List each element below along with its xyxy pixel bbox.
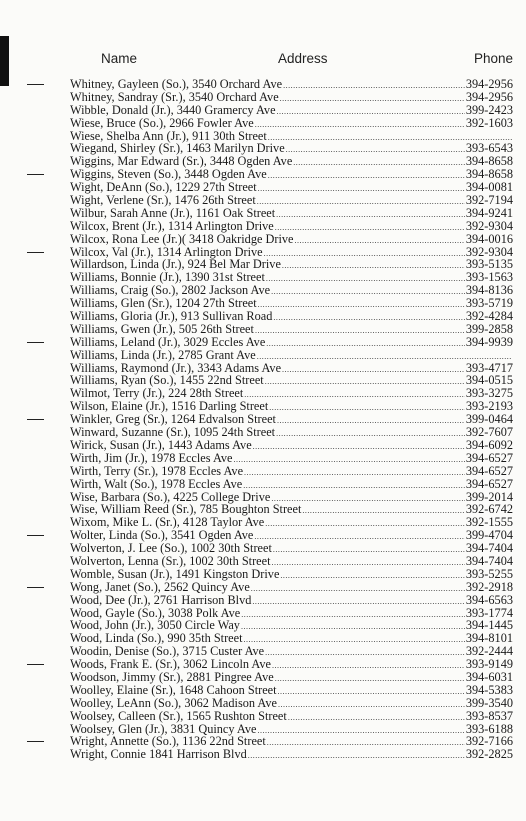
directory-entry bbox=[0, 452, 526, 465]
entry-phone: 394-0515 bbox=[465, 373, 513, 388]
directory-entry bbox=[0, 555, 526, 568]
directory-entry bbox=[0, 310, 526, 323]
entry-phone: 393-5135 bbox=[465, 257, 513, 272]
entry-phone: 392-1603 bbox=[465, 115, 513, 130]
entry-phone: 392-4284 bbox=[465, 309, 513, 324]
entry-name-address: Wiggins, Mar Edward (Sr.), 3448 Ogden Ave bbox=[70, 154, 293, 169]
directory-entry bbox=[0, 697, 526, 710]
entry-phone: 394-0016 bbox=[465, 231, 513, 246]
entry-name-address: Wood, Linda (So.), 990 35th Street bbox=[70, 631, 243, 646]
directory-entry bbox=[0, 581, 526, 594]
directory-entry bbox=[0, 439, 526, 452]
entry-name-address: Wilmot, Terry (Jr.), 224 28th Street bbox=[70, 386, 244, 401]
entry-phone: 394-8136 bbox=[465, 283, 513, 298]
entry-phone: 394-9241 bbox=[465, 205, 513, 220]
entry-phone: 394-2956 bbox=[465, 89, 513, 104]
directory-entry bbox=[0, 194, 526, 207]
column-header bbox=[0, 51, 526, 69]
entry-phone: 394-6527 bbox=[465, 450, 513, 465]
directory-entry bbox=[0, 478, 526, 491]
entry-name-address: Wood, Dee (Jr.), 2761 Harrison Blvd bbox=[70, 592, 252, 607]
entry-name-address: Wixom, Mike L. (Sr.), 4128 Taylor Ave bbox=[70, 515, 265, 530]
entry-phone: 392-7166 bbox=[465, 734, 513, 749]
margin-dash-mark bbox=[27, 535, 44, 536]
entry-name-address: Whitney, Sandray (Sr.), 3540 Orchard Ave bbox=[70, 89, 279, 104]
entry-name-address: Williams, Gwen (Jr.), 505 26th Street bbox=[70, 321, 254, 336]
entry-phone: 394-8101 bbox=[465, 631, 513, 646]
entry-phone: 399-2014 bbox=[465, 489, 513, 504]
directory-entry bbox=[0, 465, 526, 478]
entry-phone: 393-1774 bbox=[465, 605, 513, 620]
entry-name-address: Wibble, Donald (Jr.), 3440 Gramercy Ave bbox=[70, 102, 276, 117]
entry-name-address: Wise, Barbara (So.), 4225 College Drive bbox=[70, 489, 271, 504]
entry-name-address: Wight, Verlene (Sr.), 1476 26th Street bbox=[70, 193, 256, 208]
entry-name-address: Woodson, Jimmy (Sr.), 2881 Pingree Ave bbox=[70, 669, 274, 684]
entry-name-address: Woodin, Denise (So.), 3715 Custer Ave bbox=[70, 644, 265, 659]
margin-dash-mark bbox=[27, 664, 44, 665]
directory-entry bbox=[0, 594, 526, 607]
entry-phone: 393-2193 bbox=[465, 399, 513, 414]
entry-name-address: Woolsey, Calleen (Sr.), 1565 Rushton Street bbox=[70, 708, 287, 723]
entry-phone: 394-8658 bbox=[465, 154, 513, 169]
entry-name-address: Wilbur, Sarah Anne (Jr.), 1161 Oak Street bbox=[70, 205, 276, 220]
entry-name-address: Wirth, Jim (Jr.), 1978 Eccles Ave bbox=[70, 450, 233, 465]
entry-name-address: Woolley, Elaine (Sr.), 1648 Cahoon Street bbox=[70, 682, 277, 697]
entry-phone: 394-2956 bbox=[465, 77, 513, 91]
entry-name-address: Wood, John (Jr.), 3050 Circle Way bbox=[70, 618, 240, 633]
entry-phone: 393-4717 bbox=[465, 360, 513, 375]
margin-dash-mark bbox=[27, 174, 44, 175]
entry-phone: 392-2444 bbox=[465, 644, 513, 659]
entry-phone: 392-9304 bbox=[465, 244, 513, 259]
entry-phone: 394-6031 bbox=[465, 669, 513, 684]
entry-name-address: Wiggins, Steven (So.), 3448 Ogden Ave bbox=[70, 167, 267, 182]
entry-phone: 394-0081 bbox=[465, 180, 513, 195]
margin-dash-mark bbox=[27, 419, 44, 420]
entry-name-address: Williams, Glen (Sr.), 1204 27th Street bbox=[70, 296, 257, 311]
directory-entry bbox=[0, 671, 526, 684]
dot-leader bbox=[248, 750, 465, 763]
directory-entry bbox=[0, 748, 526, 761]
entry-phone: 392-2918 bbox=[465, 579, 513, 594]
entry-name-address: Wolverton, J. Lee (So.), 1002 30th Street bbox=[70, 541, 272, 556]
entry-phone: 393-9149 bbox=[465, 657, 513, 672]
entry-name-address: Woods, Frank E. (Sr.), 3062 Lincoln Ave bbox=[70, 657, 271, 672]
directory-entry bbox=[0, 336, 526, 349]
directory-entry bbox=[0, 104, 526, 117]
entry-phone: 399-2423 bbox=[465, 102, 513, 117]
entry-name-address: Willardson, Linda (Jr.), 924 Bel Mar Drive bbox=[70, 257, 281, 272]
entry-line bbox=[70, 748, 513, 763]
margin-dash-mark bbox=[27, 252, 44, 253]
entry-name-address: Williams, Gloria (Jr.), 913 Sullivan Road bbox=[70, 309, 273, 324]
entry-phone: 392-1555 bbox=[465, 515, 513, 530]
entry-phone: 394-7404 bbox=[465, 553, 513, 568]
entry-phone: 392-7194 bbox=[465, 193, 513, 208]
entry-name-address: Williams, Ryan (So.), 1455 22nd Street bbox=[70, 373, 264, 388]
entry-name-address: Wiese, Bruce (So.), 2966 Fowler Ave bbox=[70, 115, 254, 130]
phone-column-heading: Phone bbox=[473, 51, 513, 66]
entry-phone: 392-7607 bbox=[465, 425, 513, 440]
directory-entry bbox=[0, 220, 526, 233]
directory-entry bbox=[0, 117, 526, 130]
entry-name-address: Wiese, Shelba Ann (Jr.), 911 30th Street bbox=[70, 128, 267, 143]
name-column-heading: Name bbox=[101, 51, 138, 66]
entry-phone: 394-6527 bbox=[465, 463, 513, 478]
entry-name-address: Wright, Annette (So.), 1136 22nd Street bbox=[70, 734, 266, 749]
entry-phone: 394-9939 bbox=[465, 334, 513, 349]
entry-name-address: Wilson, Elaine (Jr.), 1516 Darling Street bbox=[70, 399, 269, 414]
entry-name-address: Wirick, Susan (Jr.), 1443 Adams Ave bbox=[70, 437, 252, 452]
directory-entry bbox=[0, 78, 526, 91]
entry-phone: 392-9304 bbox=[465, 218, 513, 233]
entry-name-address: Wise, William Reed (Sr.), 785 Boughton Street bbox=[70, 502, 302, 517]
entry-phone: 399-4704 bbox=[465, 528, 513, 543]
entry-phone: 393-1563 bbox=[465, 270, 513, 285]
entry-name-address: Wong, Janet (So.), 2562 Quincy Ave bbox=[70, 579, 250, 594]
entry-phone: 393-5255 bbox=[465, 566, 513, 581]
margin-dash-mark bbox=[27, 342, 44, 343]
directory-entry bbox=[0, 349, 526, 362]
directory-entry bbox=[0, 568, 526, 581]
directory-entry bbox=[0, 233, 526, 246]
entry-name-address: Womble, Susan (Jr.), 1491 Kingston Drive bbox=[70, 566, 280, 581]
entry-name-address: Wight, DeAnn (So.), 1229 27th Street bbox=[70, 180, 257, 195]
entry-name-address: Wilcox, Brent (Jr.), 1314 Arlington Drive bbox=[70, 218, 274, 233]
entry-name-address: Wiegand, Shirley (Sr.), 1463 Marilyn Drive bbox=[70, 141, 285, 156]
entry-phone: 394-7404 bbox=[465, 541, 513, 556]
directory-entry bbox=[0, 426, 526, 439]
entry-name-address: Williams, Leland (Jr.), 3029 Eccles Ave bbox=[70, 334, 266, 349]
entry-name-address: Wood, Gayle (So.), 3038 Polk Ave bbox=[70, 605, 241, 620]
entry-phone: 393-8537 bbox=[465, 708, 513, 723]
entry-phone: 399-3540 bbox=[465, 695, 513, 710]
entry-phone: 392-6742 bbox=[465, 502, 513, 517]
entry-name-address: Wilcox, Val (Jr.), 1314 Arlington Drive bbox=[70, 244, 263, 259]
entry-phone: 394-6563 bbox=[465, 592, 513, 607]
entry-phone: 399-2858 bbox=[465, 321, 513, 336]
margin-dash-mark bbox=[27, 741, 44, 742]
entry-name-address: Wright, Connie 1841 Harrison Blvd bbox=[70, 747, 247, 762]
entry-phone: 393-6188 bbox=[465, 721, 513, 736]
entry-phone: 393-6543 bbox=[465, 141, 513, 156]
entry-name-address: Wirth, Walt (So.), 1978 Eccles Ave bbox=[70, 476, 243, 491]
entry-phone: 399-0464 bbox=[465, 412, 513, 427]
entry-name-address: Williams, Raymond (Jr.), 3343 Adams Ave bbox=[70, 360, 282, 375]
entry-phone: 394-1445 bbox=[465, 618, 513, 633]
directory-entry bbox=[0, 684, 526, 697]
entry-phone: 393-5719 bbox=[465, 296, 513, 311]
entry-phone: 393-3275 bbox=[465, 386, 513, 401]
entry-phone: 394-8658 bbox=[465, 167, 513, 182]
directory-entry bbox=[0, 207, 526, 220]
entry-phone: 394-6092 bbox=[465, 437, 513, 452]
entry-name-address: Wilcox, Rona Lee (Jr.)( 3418 Oakridge Drive bbox=[70, 231, 294, 246]
entry-name-address: Williams, Craig (So.), 2802 Jackson Ave bbox=[70, 283, 271, 298]
directory-entry bbox=[0, 323, 526, 336]
entry-name-address: Williams, Linda (Jr.), 2785 Grant Ave bbox=[70, 347, 256, 362]
entry-name-address: Winkler, Greg (Sr.), 1264 Edvalson Street bbox=[70, 412, 276, 427]
entry-name-address: Wirth, Terry (Sr.), 1978 Eccles Ave bbox=[70, 463, 244, 478]
entry-name-address: Woolsey, Glen (Jr.), 3831 Quincy Ave bbox=[70, 721, 257, 736]
directory-entry bbox=[0, 91, 526, 104]
margin-dash-mark bbox=[27, 587, 44, 588]
entry-phone: 394-6527 bbox=[465, 476, 513, 491]
entry-name-address: Williams, Bonnie (Jr.), 1390 31st Street bbox=[70, 270, 265, 285]
margin-dash-mark bbox=[27, 84, 44, 85]
directory-entry bbox=[0, 710, 526, 723]
entry-name-address: Wolter, Linda (So.), 3541 Ogden Ave bbox=[70, 528, 254, 543]
entry-phone: 394-5383 bbox=[465, 682, 513, 697]
entry-phone: 392-2825 bbox=[465, 747, 513, 762]
entry-name-address: Woolley, LeAnn (So.), 3062 Madison Ave bbox=[70, 695, 278, 710]
entry-name-address: Whitney, Gayleen (So.), 3540 Orchard Ave bbox=[70, 77, 283, 91]
directory-listing bbox=[0, 78, 526, 761]
address-column-heading: Address bbox=[278, 51, 328, 66]
entry-name-address: Winward, Suzanne (Sr.), 1095 24th Street bbox=[70, 425, 276, 440]
entry-name-address: Wolverton, Lenna (Sr.), 1002 30th Street bbox=[70, 553, 271, 568]
